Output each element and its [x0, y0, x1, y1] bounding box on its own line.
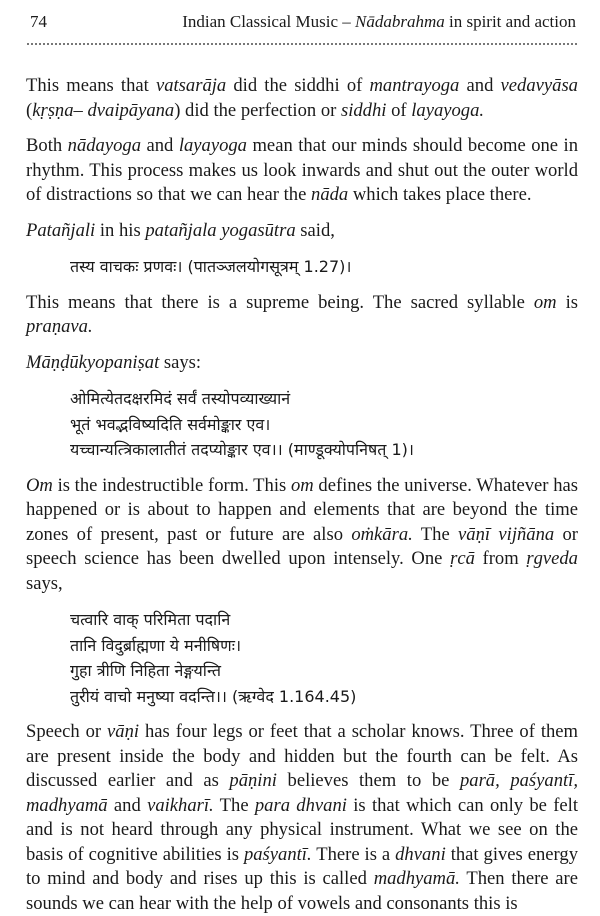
text-run: believes them to be: [276, 770, 460, 791]
verse-line: यच्चान्यत्त्रिकालातीतं तदप्योङ्कार एव।। (माण्डूक्योपनिषत् 1)।: [70, 440, 414, 459]
running-header: [26, 0, 578, 34]
paragraph-7: [26, 720, 578, 916]
verse-line: चत्वारि वाक् परिमिता पदानि: [70, 610, 231, 629]
verse-line: तुरीयं वाचो मनुष्या वदन्ति।। (ऋग्वेद 1.164.45): [70, 686, 357, 706]
italic-term: vatsarāja: [155, 75, 227, 96]
italic-term: vedavyāsa: [500, 75, 578, 96]
italic-term: paśyantī.: [243, 843, 312, 865]
italic-term: vāṇi: [107, 721, 140, 742]
dotted-divider: [26, 42, 578, 46]
paragraph-4: [26, 291, 578, 340]
text-run: is the indestructible form. This: [52, 474, 291, 496]
page-number: 74: [30, 12, 47, 31]
text-run: says:: [159, 351, 202, 373]
paragraph-3: [26, 219, 578, 244]
text-run: is: [556, 291, 578, 313]
italic-term: Patañjali: [26, 219, 96, 241]
text-run: and: [141, 135, 179, 156]
italic-term: para dhvani: [254, 794, 347, 816]
paragraph-1: [26, 74, 578, 123]
text-run: says,: [26, 572, 63, 594]
text-run: Both: [26, 135, 68, 156]
running-title: [182, 12, 578, 32]
text-run: ) did the perfection or: [174, 99, 341, 121]
italic-term: madhyamā.: [373, 868, 460, 889]
italic-term: praṇava.: [26, 316, 93, 337]
text-run: (: [26, 99, 33, 121]
text-run: or speech science has been dwelled upon intensely. One: [26, 523, 578, 569]
italic-term: patañjala yogasūtra: [145, 219, 296, 241]
text-run: This means that: [26, 75, 156, 96]
italic-term: nādayoga: [67, 135, 141, 156]
italic-term: pāṇini: [229, 770, 277, 791]
italic-term: om: [533, 291, 557, 313]
text-run: in his: [95, 219, 146, 241]
sanskrit-verse-2: [70, 386, 578, 463]
text-run: which takes place there.: [348, 184, 532, 205]
verse-line: ओमित्येतदक्षरमिदं सर्वं तस्योपव्याख्यानं: [70, 389, 291, 408]
text-run: mean that our minds should become one in rhythm. This process makes us look inwards and shut out the outer world of distractions so that we can hear the: [26, 135, 578, 205]
italic-term: oṁkāra.: [351, 523, 413, 545]
sanskrit-verse-1: [70, 254, 578, 280]
text-run: said,: [295, 219, 335, 241]
italic-term: Māṇḍūkyopaniṣat: [26, 351, 160, 373]
running-title-italic: Nādabrahma: [355, 12, 445, 31]
italic-term: vaikharī.: [147, 794, 214, 816]
text-run: and: [107, 794, 148, 816]
text-run: did the siddhi of: [226, 75, 370, 96]
verse-line: तस्य वाचकः प्रणवः। (पातञ्जलयोगसूत्रम् 1.27)।: [70, 257, 352, 276]
text-run: that gives energy to mind and body and rises up this is called: [26, 843, 578, 889]
text-run: The: [213, 794, 255, 816]
paragraph-6: [26, 474, 578, 597]
italic-term: kṛṣṇa– dvaipāyana: [32, 99, 175, 121]
italic-term: ṛcā: [450, 548, 475, 569]
paragraph-2: [26, 134, 578, 208]
italic-term: vāṇī vijñāna: [458, 523, 555, 545]
text-run: from: [474, 548, 527, 569]
paragraph-5: [26, 351, 578, 376]
running-title-text: Indian Classical Music –: [182, 12, 355, 31]
italic-term: siddhi: [340, 99, 387, 121]
verse-line: तानि विदुर्ब्राह्मणा ये मनीषिणः।: [70, 635, 242, 655]
text-run: is that which can only be felt and is not heard through any physical instrument. What we see on the basis of cognitive abilities is: [26, 794, 578, 865]
text-run: Then there are sounds we can hear with the help of vowels and consonants this is: [26, 868, 578, 914]
italic-term: parā, paśyantī, madhyamā: [26, 770, 578, 816]
text-run: The: [412, 523, 459, 545]
verse-line: गुहा त्रीणि निहिता नेङ्गयन्ति: [70, 661, 222, 680]
text-run: of: [386, 99, 412, 121]
italic-term: layayoga.: [411, 99, 485, 121]
running-title-tail: in spirit and action: [444, 12, 576, 31]
text-run: defines the universe. Whatever has happened or is about to happen and elements that are beyond the time zones of present, past or future are also: [26, 474, 578, 545]
sanskrit-verse-3: [70, 607, 578, 709]
italic-term: nāda: [311, 184, 349, 205]
italic-term: om: [290, 474, 314, 496]
text-run: This means that there is a supreme being. The sacred syllable: [26, 291, 534, 313]
italic-term: ṛgveda: [526, 548, 578, 569]
verse-line: भूतं भवद्भविष्यदिति सर्वमोङ्कार एव।: [70, 414, 271, 434]
italic-term: layayoga: [178, 135, 247, 156]
text-run: Speech or: [26, 721, 108, 742]
italic-term: mantrayoga: [369, 75, 460, 96]
italic-term: Om: [26, 474, 53, 496]
text-run: and: [459, 75, 501, 96]
text-run: has four legs or feet that a scholar knows. Three of them are present inside the body and hidden but the fourth can be felt. As discussed earlier and as: [26, 721, 578, 791]
text-run: There is a: [311, 843, 396, 865]
italic-term: dhvani: [395, 843, 446, 865]
